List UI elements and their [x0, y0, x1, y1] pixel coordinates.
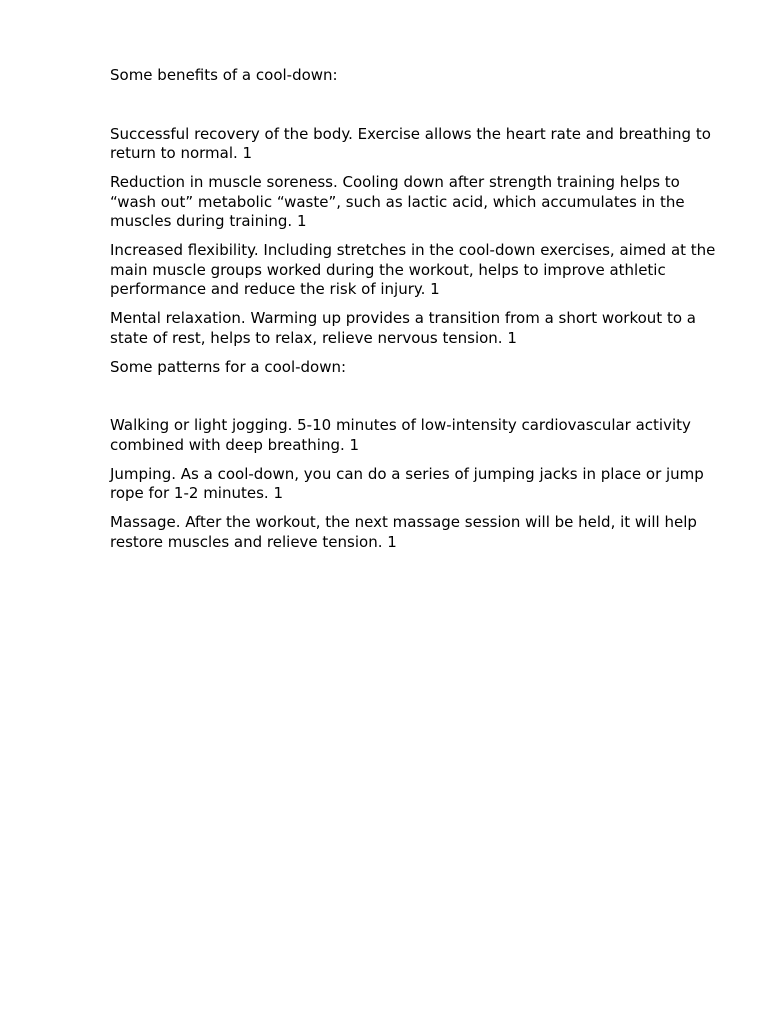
benefit-paragraph: Reduction in muscle soreness. Cooling down after strength training helps to “wash out” metabolic “waste”, such as lactic acid, which accumulates in the muscles during training. 1	[110, 173, 685, 230]
spacer	[110, 86, 718, 125]
document-page	[110, 66, 718, 562]
pattern-paragraph: Jumping. As a cool-down, you can do a series of jumping jacks in place or jump rope for 1-2 minutes. 1	[110, 464, 704, 502]
pattern-paragraph: Walking or light jogging. 5-10 minutes of low-intensity cardiovascular activity combined with deep breathing. 1	[110, 416, 691, 454]
benefit-paragraph: Successful recovery of the body. Exercise allows the heart rate and breathing to return to normal. 1	[110, 124, 711, 162]
benefit-paragraph: Mental relaxation. Warming up provides a transition from a short workout to a state of rest, helps to relax, relieve nervous tension. 1	[110, 309, 696, 347]
pattern-paragraph: Massage. After the workout, the next massage session will be held, it will help restore muscles and relieve tension. 1	[110, 513, 697, 551]
spacer	[110, 377, 718, 416]
patterns-heading: Some patterns for a cool-down:	[110, 357, 347, 376]
benefits-heading: Some benefits of a cool-down:	[110, 66, 338, 84]
benefit-paragraph: Increased flexibility. Including stretches in the cool-down exercises, aimed at the main muscle groups worked during the workout, helps to improve athletic performance and reduce the risk of injury. 1	[110, 241, 716, 298]
